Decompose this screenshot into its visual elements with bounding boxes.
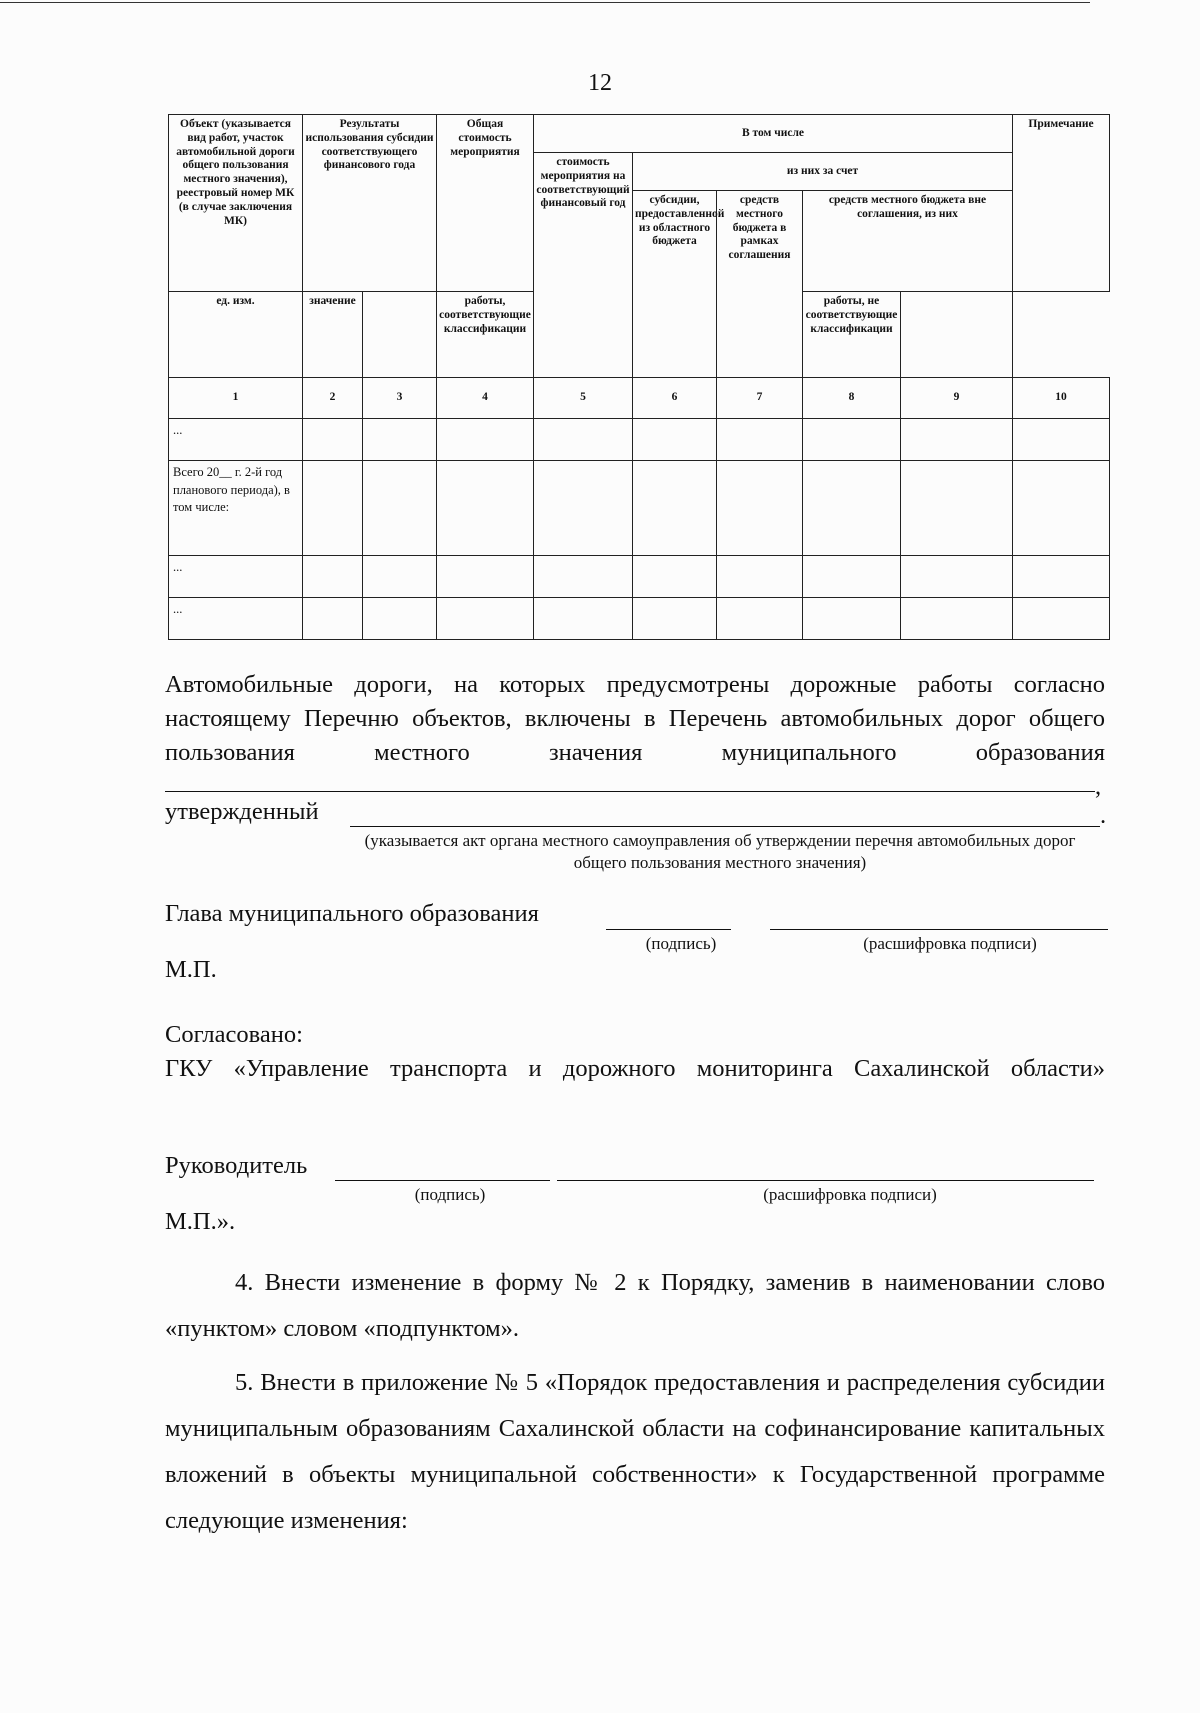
header-of-them: из них за счет <box>633 153 1013 191</box>
col-number: 7 <box>717 378 803 419</box>
approved-caption: (указывается акт органа местного самоуправления об утверждении перечня автомобильных дорог общего пользования местного значения) <box>364 831 1076 872</box>
row-label: ... <box>169 419 303 461</box>
row-label: ... <box>169 598 303 640</box>
header-total-cost: Общая стоимость мероприятия <box>437 115 534 292</box>
agency-name: ГКУ «Управление транспорта и дорожного мониторинга Сахалинской области» <box>165 1055 1105 1082</box>
item-4 <box>165 1260 1105 1352</box>
row-label: Всего 20__ г. 2-й год планового периода), в том числе: <box>169 461 303 556</box>
col-number: 10 <box>1013 378 1110 419</box>
header-unit: ед. изм. <box>169 292 303 378</box>
decode-line <box>557 1180 1094 1181</box>
fill-line <box>165 791 1095 792</box>
header-local-in: средств местного бюджета в рамках соглашения <box>717 191 803 378</box>
comma: , <box>1095 773 1102 800</box>
table-row <box>169 461 1110 556</box>
header-event-cost: стоимость мероприятия на соответствующий финансовый год <box>534 153 633 378</box>
column-numbers-row <box>169 378 1110 419</box>
item-5-text: 5. Внести в приложение № 5 «Порядок предоставления и распределения субсидии муниципальным образованиям Сахалинской области на софинансирование капитальных вложений в объекты муниципальной собственности» к Государственной программе следующие изменения: <box>165 1369 1105 1534</box>
stamp: М.П. <box>165 956 217 983</box>
approved-label: утвержденный <box>165 798 319 825</box>
row-label: ... <box>169 556 303 598</box>
col-number: 6 <box>633 378 717 419</box>
table-row <box>169 419 1110 461</box>
header-works-nomatch: работы, не соответствующие классификации <box>803 292 901 378</box>
table-row <box>169 556 1110 598</box>
objects-table <box>168 114 1110 640</box>
header-note: Примечание <box>1013 115 1110 292</box>
col-number: 9 <box>901 378 1013 419</box>
col-number: 2 <box>303 378 363 419</box>
col-number: 3 <box>363 378 437 419</box>
roads-paragraph: Автомобильные дороги, на которых предусмотрены дорожные работы согласно настоящему Перечню объектов, включены в Перечень автомобильных дорог общего пользования местного значения муниципального образования <box>165 671 1105 766</box>
header-results: Результаты использования субсидии соответствующего финансового года <box>303 115 437 292</box>
header-local-out: средств местного бюджета вне соглашения, из них <box>803 191 1013 292</box>
col-number: 5 <box>534 378 633 419</box>
page-number: 12 <box>588 70 612 96</box>
table-row <box>169 598 1110 640</box>
header-works-match: работы, соответствующие классификации <box>437 292 534 378</box>
head-label: Глава муниципального образования <box>165 900 539 927</box>
header-object: Объект (указывается вид работ, участок автомобильной дороги общего пользования местного значения), реестровый номер МК (в случае заключения МК) <box>169 115 303 292</box>
decode-caption: (расшифровка подписи) <box>863 934 1037 953</box>
decode-caption: (расшифровка подписи) <box>763 1185 937 1204</box>
signature-caption: (подпись) <box>414 1185 486 1204</box>
col-number: 4 <box>437 378 534 419</box>
header-value: значение <box>303 292 363 378</box>
item-4-text: 4. Внести изменение в форму № 2 к Порядку, заменив в наименовании слово «пунктом» словом «подпунктом». <box>165 1269 1105 1342</box>
decode-line <box>770 929 1108 930</box>
col-number: 1 <box>169 378 303 419</box>
signature-line <box>335 1180 550 1181</box>
agreed-label: Согласовано: <box>165 1021 303 1048</box>
top-rule <box>0 2 1090 3</box>
signature-line <box>606 929 731 930</box>
header-including: В том числе <box>534 115 1013 153</box>
header-subsidy: субсидии, предоставленной из областного бюджета <box>633 191 717 378</box>
director-label: Руководитель <box>165 1152 308 1179</box>
stamp: М.П.». <box>165 1208 236 1235</box>
signature-caption: (подпись) <box>645 934 717 953</box>
fill-line <box>350 826 1100 827</box>
item-5 <box>165 1360 1105 1544</box>
col-number: 8 <box>803 378 901 419</box>
period: . <box>1100 802 1107 829</box>
